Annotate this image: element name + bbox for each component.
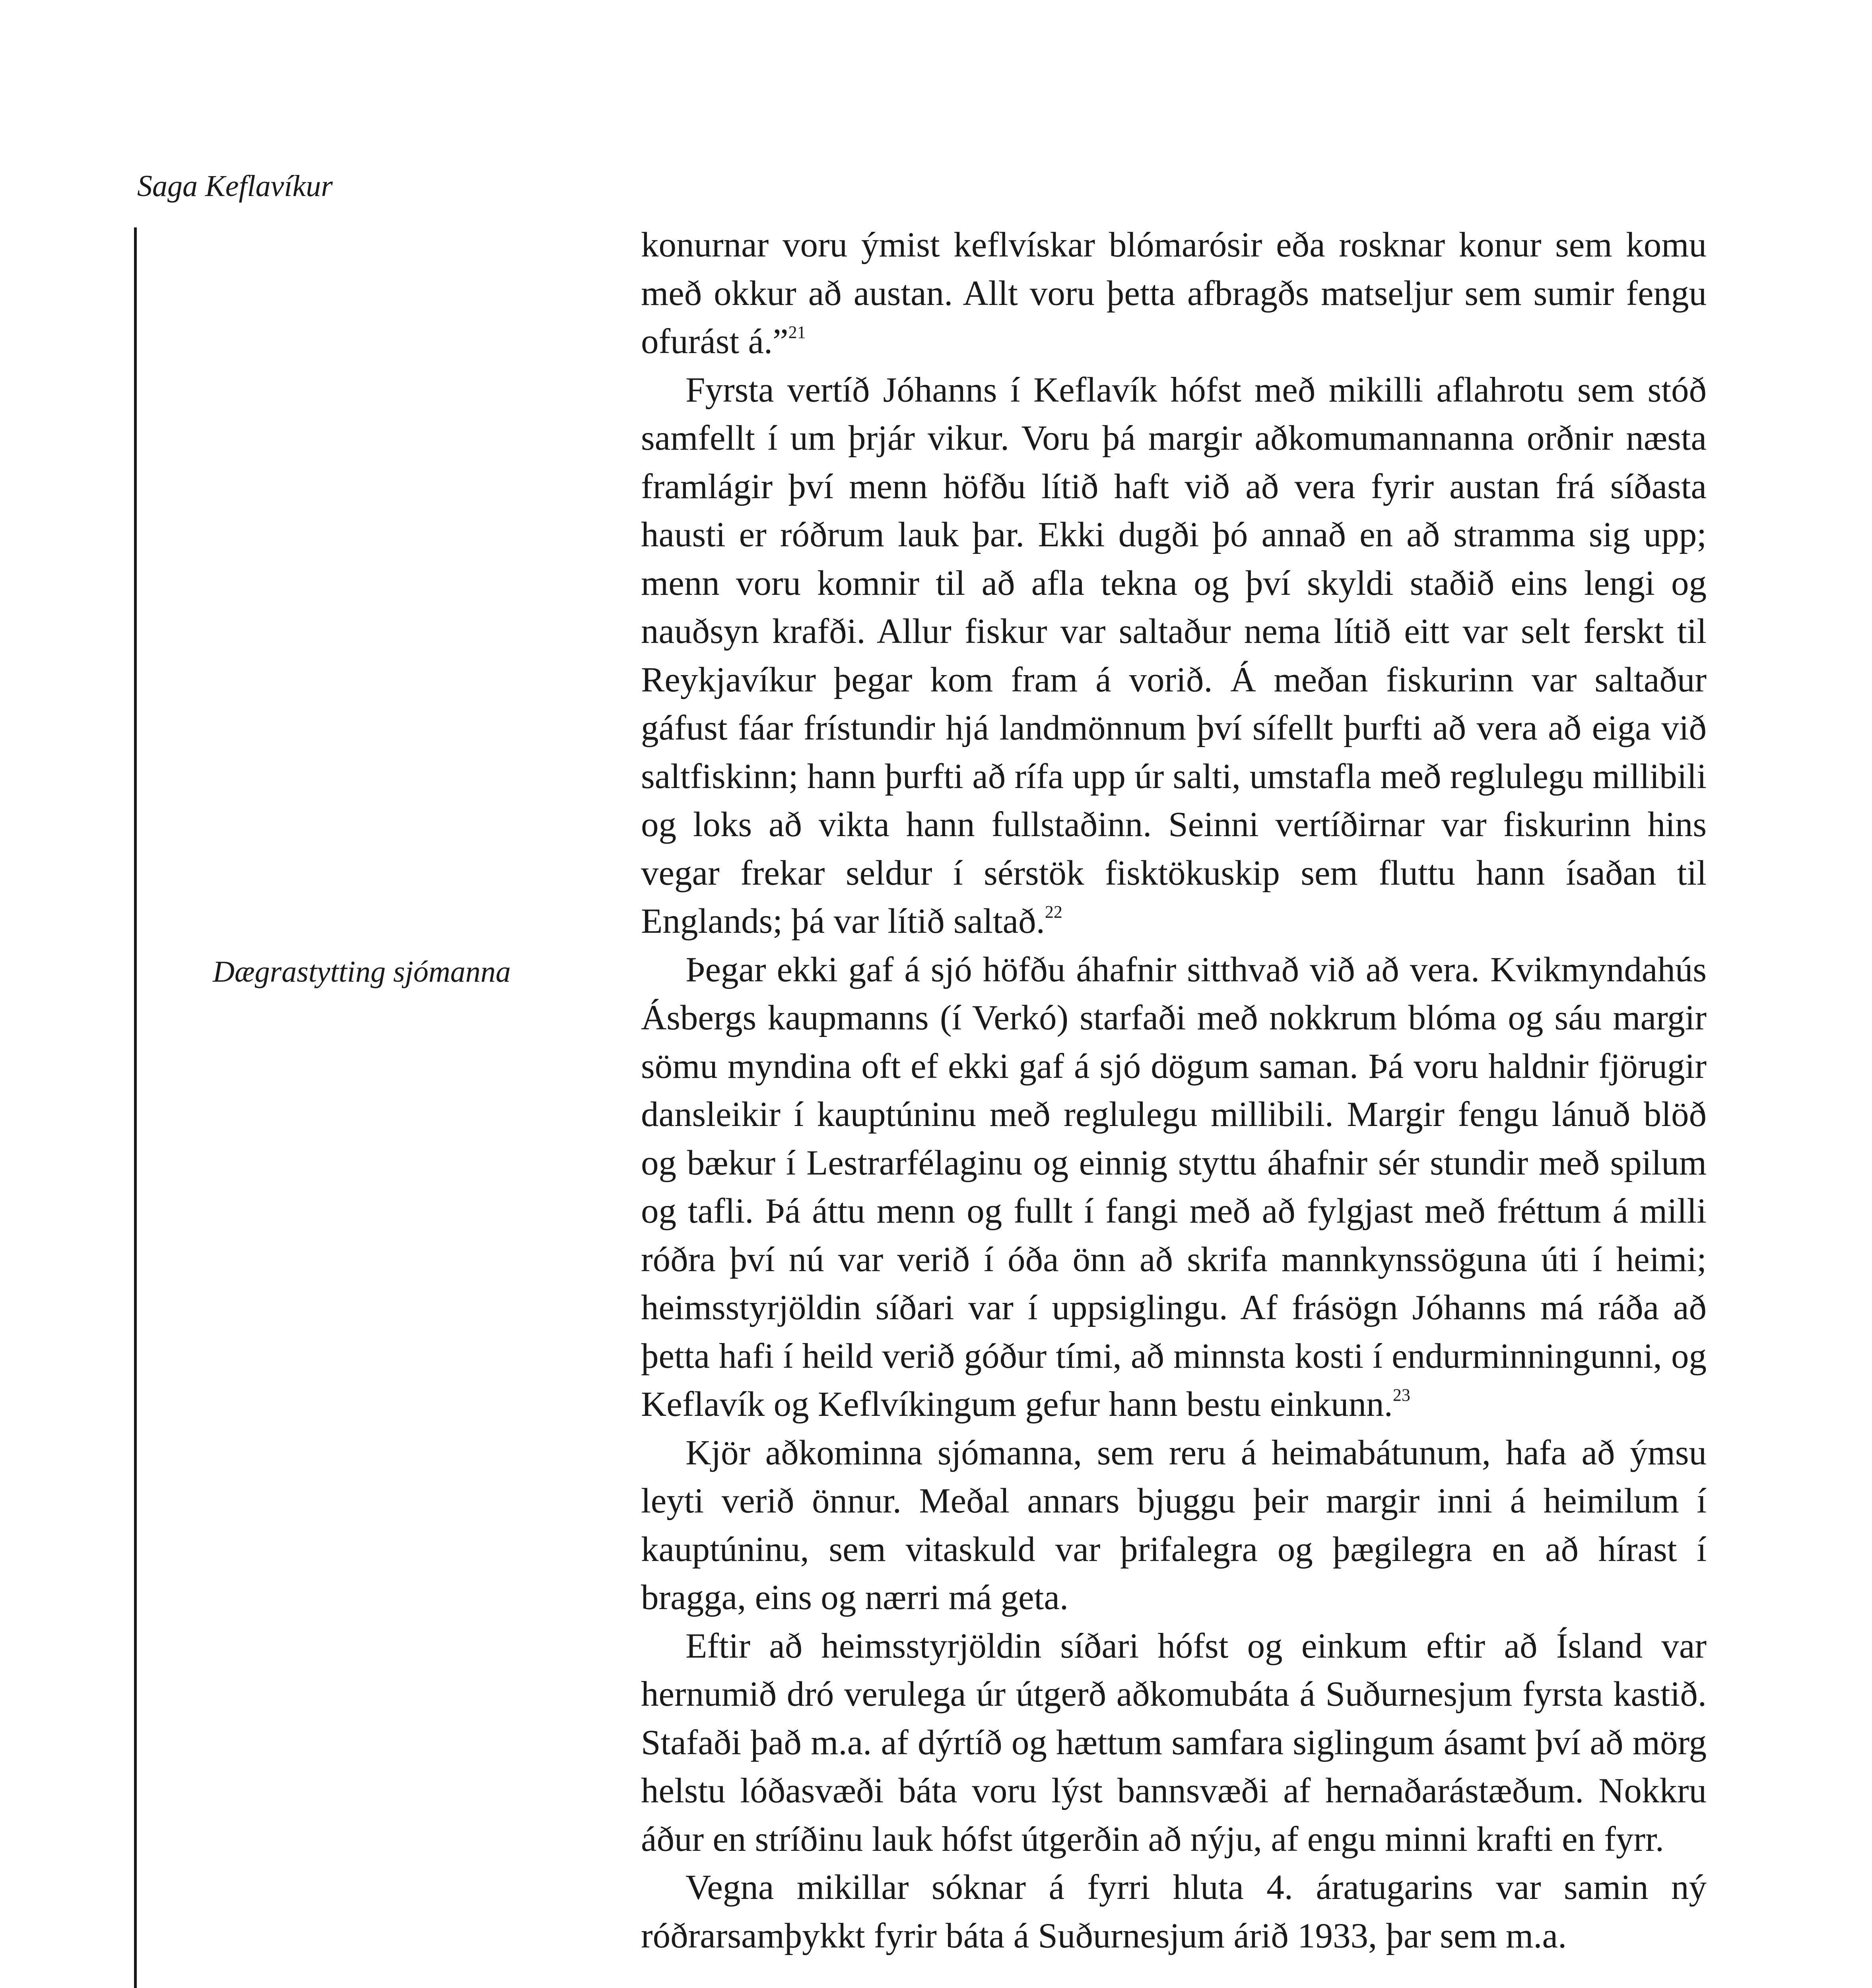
paragraph-text: Eftir að heimsstyrjöldin síðari hófst og einkum eftir að Ísland var hernumið dró verulega úr útgerð aðkomubáta á Suðurnesjum fyrsta kastið. Stafaði það m.a. af dýrtíð og hættum samfara siglingum ásamt því að mörg helstu lóðasvæði báta voru lýst bannsvæði af hernaðarástæðum. Nokkru áður en stríðinu lauk hófst útgerðin að nýju, af engu minni krafti en fyrr. bbox=[641, 1626, 1707, 1859]
paragraph-text: Þegar ekki gaf á sjó höfðu áhafnir sitthvað við að vera. Kvikmyndahús Ásbergs kaupmanns (í Verkó) starfaði með nokkrum blóma og sáu margir sömu myndina oft ef ekki gaf á sjó dögum saman. Þá voru haldnir fjörugir dansleikir í kauptúninu með reglulegu millibili. Margir fengu lánuð blöð og bækur í Lestrarfélaginu og einnig styttu áhafnir sér stundir með spilum og tafli. Þá áttu menn og fullt í fangi með að fylgjast með fréttum á milli róðra því nú var verið í óða önn að skrifa mannkynssöguna úti í heimi; heimsstyrjöldin síðari var í uppsiglingu. Af frásögn Jóhanns má ráða að þetta hafi í heild verið góður tími, að minnsta kosti í endurminningunni, og Keflavík og Keflvíkingum gefur hann bestu einkunn. bbox=[641, 950, 1707, 1424]
paragraph-text: Kjör aðkominna sjómanna, sem reru á heimabátunum, hafa að ýmsu leyti verið önnur. Meðal annars bjuggu þeir margir inni á heimilum í kauptúninu, sem vitaskuld var þrifalegra og þægilegra en að hírast í bragga, eins og nærri má geta. bbox=[641, 1433, 1707, 1617]
footnote-ref: 23 bbox=[1392, 1385, 1410, 1405]
paragraph-5 bbox=[641, 1622, 1707, 1864]
body-text bbox=[641, 221, 1707, 1960]
side-heading: Dægrastytting sjómanna bbox=[213, 955, 511, 988]
paragraph-text: Fyrsta vertíð Jóhanns í Keflavík hófst með mikilli aflahrotu sem stóð samfellt í um þrjár vikur. Voru þá margir aðkomumannanna orðnir næsta framlágir því menn höfðu lítið haft við að vera fyrir austan frá síðasta hausti er róðrum lauk þar. Ekki dugði þó annað en að stramma sig upp; menn voru komnir til að afla tekna og því skyldi staðið eins lengi og nauðsyn krafði. Allur fiskur var saltaður nema lítið eitt var selt ferskt til Reykjavíkur þegar kom fram á vorið. Á meðan fiskurinn var saltaður gáfust fáar frístundir hjá landmönnum því sífellt þurfti að vera að eiga við saltfiskinn; hann þurfti að rífa upp úr salti, umstafla með reglulegu millibili og loks að vikta hann fullstaðinn. Seinni vertíðirnar var fiskurinn hins vegar frekar seldur í sérstök fisktökuskip sem fluttu hann ísaðan til Englands; þá var lítið saltað. bbox=[641, 370, 1707, 941]
paragraph-2 bbox=[641, 366, 1707, 946]
running-head: Saga Keflavíkur bbox=[137, 169, 333, 203]
paragraph-6 bbox=[641, 1864, 1707, 1960]
margin-rule bbox=[134, 227, 137, 1988]
paragraph-text: konurnar voru ýmist keflvískar blómarósir eða rosknar konur sem komu með okkur að austan. Allt voru þetta afbragðs matseljur sem sumir fengu ofurást á.” bbox=[641, 225, 1707, 361]
paragraph-3 bbox=[641, 946, 1707, 1429]
paragraph-4 bbox=[641, 1429, 1707, 1622]
footnote-ref: 22 bbox=[1045, 902, 1062, 922]
paragraph-text: Vegna mikillar sóknar á fyrri hluta 4. áratugarins var samin ný róðrarsamþykkt fyrir báta á Suðurnesjum árið 1933, þar sem m.a. bbox=[641, 1868, 1707, 1955]
footnote-ref: 21 bbox=[788, 322, 806, 342]
paragraph-1 bbox=[641, 221, 1707, 366]
